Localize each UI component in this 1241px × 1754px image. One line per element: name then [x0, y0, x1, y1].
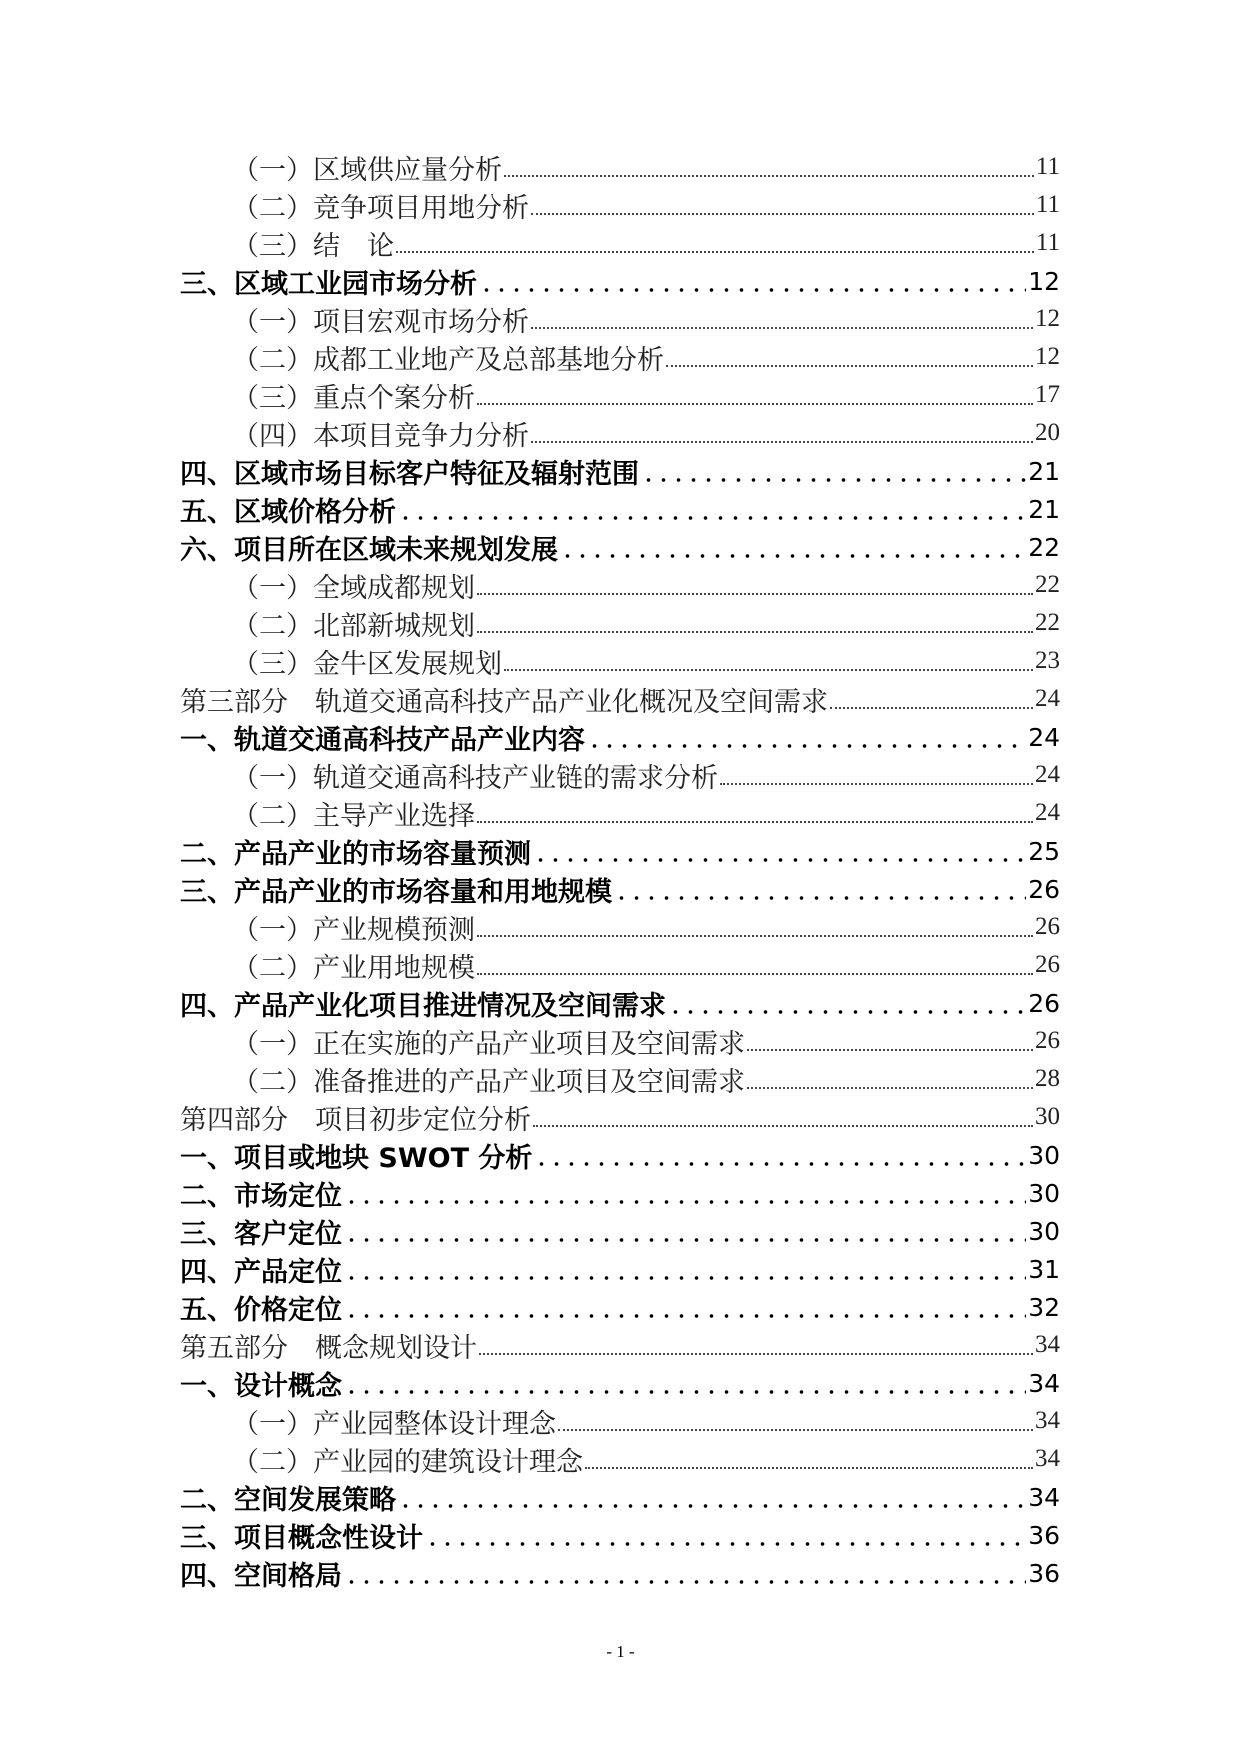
dot-leader: [344, 1275, 1026, 1281]
dot-leader: [425, 1541, 1026, 1547]
dot-leader: [479, 1353, 1033, 1355]
dot-leader: [477, 821, 1033, 823]
toc-entry-page-number: 12: [1035, 305, 1060, 332]
toc-entry[interactable]: [180, 1212, 1060, 1250]
toc-entry[interactable]: [180, 376, 1060, 414]
dot-leader: [344, 1237, 1026, 1243]
toc-entry[interactable]: [180, 338, 1060, 376]
toc-entry[interactable]: [180, 794, 1060, 832]
toc-entry-title: （一）轨道交通高科技产业链的需求分析: [232, 762, 718, 794]
toc-entry-page-number: 17: [1035, 381, 1060, 408]
toc-entry[interactable]: [180, 1326, 1060, 1364]
toc-entry-title: （二）竞争项目用地分析: [232, 192, 529, 224]
toc-entry-title: （二）北部新城规划: [232, 610, 475, 642]
dot-leader: [344, 1579, 1026, 1585]
toc-entry-page-number: 34: [1035, 1331, 1060, 1358]
toc-entry-page-number: 23: [1035, 647, 1060, 674]
toc-entry[interactable]: [180, 870, 1060, 908]
toc-entry[interactable]: [180, 604, 1060, 642]
toc-entry[interactable]: [180, 642, 1060, 680]
dot-leader: [504, 175, 1034, 177]
toc-entry-page-number: 24: [1035, 685, 1060, 712]
toc-entry-page-number: 34: [1035, 1445, 1060, 1472]
dot-leader: [344, 1389, 1026, 1395]
toc-entry[interactable]: [180, 908, 1060, 946]
toc-entry-page-number: 34: [1028, 1482, 1060, 1512]
toc-entry-title: 一、设计概念: [180, 1370, 342, 1402]
dot-leader: [344, 1313, 1026, 1319]
toc-entry-title: 四、产品产业化项目推进情况及空间需求: [180, 990, 666, 1022]
toc-entry-page-number: 30: [1028, 1216, 1060, 1246]
toc-entry-title: 二、市场定位: [180, 1180, 342, 1212]
toc-entry[interactable]: [180, 186, 1060, 224]
toc-entry-page-number: 25: [1028, 836, 1060, 866]
toc-entry-title: （三）金牛区发展规划: [232, 648, 502, 680]
toc-entry-title: （四）本项目竞争力分析: [232, 420, 529, 452]
toc-entry-page-number: 26: [1035, 913, 1060, 940]
toc-entry-title: 第四部分 项目初步定位分析: [180, 1104, 531, 1136]
dot-leader: [531, 213, 1034, 215]
toc-entry-title: （一）全域成都规划: [232, 572, 475, 604]
dot-leader: [641, 477, 1026, 483]
dot-leader: [477, 403, 1033, 405]
toc-entry[interactable]: [180, 224, 1060, 262]
toc-entry-title: 二、空间发展策略: [180, 1484, 396, 1516]
dot-leader: [585, 1467, 1033, 1469]
toc-entry[interactable]: [180, 984, 1060, 1022]
toc-entry[interactable]: [180, 1364, 1060, 1402]
toc-entry-title: 五、价格定位: [180, 1294, 342, 1326]
toc-entry-page-number: 21: [1028, 456, 1060, 486]
dot-leader: [396, 251, 1034, 253]
toc-entry-page-number: 32: [1028, 1292, 1060, 1322]
toc-entry[interactable]: [180, 148, 1060, 186]
toc-entry[interactable]: [180, 1478, 1060, 1516]
dot-leader: [720, 783, 1033, 785]
toc-entry-title: 一、轨道交通高科技产品产业内容: [180, 724, 585, 756]
toc-entry[interactable]: [180, 1402, 1060, 1440]
toc-entry-title: （一）项目宏观市场分析: [232, 306, 529, 338]
toc-entry-page-number: 34: [1035, 1407, 1060, 1434]
toc-entry-page-number: 28: [1035, 1065, 1060, 1092]
toc-entry[interactable]: [180, 680, 1060, 718]
toc-entry-page-number: 11: [1035, 153, 1060, 180]
toc-entry-title: 三、产品产业的市场容量和用地规模: [180, 876, 612, 908]
dot-leader: [398, 1503, 1026, 1509]
toc-entry-title: 四、产品定位: [180, 1256, 342, 1288]
dot-leader: [560, 553, 1026, 559]
page-number: - 1 -: [606, 1642, 635, 1661]
table-of-contents: [180, 148, 1060, 1592]
toc-entry[interactable]: [180, 528, 1060, 566]
toc-entry-page-number: 22: [1028, 532, 1060, 562]
toc-entry[interactable]: [180, 414, 1060, 452]
dot-leader: [747, 1049, 1033, 1051]
toc-entry-page-number: 22: [1035, 609, 1060, 636]
dot-leader: [344, 1199, 1026, 1205]
toc-entry[interactable]: [180, 300, 1060, 338]
toc-entry[interactable]: [180, 1250, 1060, 1288]
toc-entry-title: 三、区域工业园市场分析: [180, 268, 477, 300]
toc-entry-title: 第五部分 概念规划设计: [180, 1332, 477, 1364]
toc-entry[interactable]: [180, 1288, 1060, 1326]
toc-entry-title: 四、区域市场目标客户特征及辐射范围: [180, 458, 639, 490]
toc-entry-page-number: 11: [1035, 229, 1060, 256]
toc-entry-page-number: 26: [1035, 951, 1060, 978]
dot-leader: [534, 1161, 1026, 1167]
dot-leader: [558, 1429, 1033, 1431]
toc-entry-page-number: 20: [1035, 419, 1060, 446]
toc-entry[interactable]: [180, 1174, 1060, 1212]
toc-entry-page-number: 31: [1028, 1254, 1060, 1284]
dot-leader: [533, 1125, 1033, 1127]
toc-entry-title: 第三部分 轨道交通高科技产品产业化概况及空间需求: [180, 686, 828, 718]
toc-entry-title: 四、空间格局: [180, 1560, 342, 1592]
toc-entry-page-number: 12: [1028, 266, 1060, 296]
toc-entry[interactable]: [180, 946, 1060, 984]
toc-entry[interactable]: [180, 452, 1060, 490]
toc-entry-title: （二）主导产业选择: [232, 800, 475, 832]
toc-entry-title: （二）产业用地规模: [232, 952, 475, 984]
toc-entry[interactable]: [180, 756, 1060, 794]
toc-entry[interactable]: [180, 832, 1060, 870]
dot-leader: [477, 973, 1033, 975]
dot-leader: [531, 441, 1033, 443]
toc-entry-title: （一）产业规模预测: [232, 914, 475, 946]
toc-entry-page-number: 30: [1028, 1178, 1060, 1208]
dot-leader: [587, 743, 1026, 749]
toc-entry[interactable]: [180, 1440, 1060, 1478]
toc-entry-title: （一）区域供应量分析: [232, 154, 502, 186]
toc-entry-title: （二）准备推进的产品产业项目及空间需求: [232, 1066, 745, 1098]
toc-entry[interactable]: [180, 1060, 1060, 1098]
toc-entry[interactable]: [180, 1554, 1060, 1592]
dot-leader: [668, 1009, 1026, 1015]
dot-leader: [477, 593, 1033, 595]
toc-entry-title: 二、产品产业的市场容量预测: [180, 838, 531, 870]
dot-leader: [830, 707, 1033, 709]
toc-entry-page-number: 24: [1035, 761, 1060, 788]
toc-entry-title: 六、项目所在区域未来规划发展: [180, 534, 558, 566]
toc-entry-page-number: 26: [1028, 874, 1060, 904]
toc-entry-title: （一）产业园整体设计理念: [232, 1408, 556, 1440]
toc-entry[interactable]: [180, 1022, 1060, 1060]
toc-entry-title: （二）成都工业地产及总部基地分析: [232, 344, 664, 376]
dot-leader: [398, 515, 1026, 521]
dot-leader: [533, 857, 1026, 863]
toc-entry-title: 一、项目或地块 SWOT 分析: [180, 1142, 533, 1174]
dot-leader: [747, 1087, 1033, 1089]
toc-entry-page-number: 24: [1035, 799, 1060, 826]
toc-entry-page-number: 36: [1028, 1520, 1060, 1550]
toc-entry-page-number: 30: [1035, 1103, 1060, 1130]
toc-entry[interactable]: [180, 566, 1060, 604]
toc-entry[interactable]: [180, 1516, 1060, 1554]
toc-entry-page-number: 30: [1028, 1140, 1060, 1170]
toc-entry-title: 五、区域价格分析: [180, 496, 396, 528]
dot-leader: [479, 287, 1026, 293]
toc-entry[interactable]: [180, 1098, 1060, 1136]
dot-leader: [666, 365, 1033, 367]
toc-entry-title: 三、客户定位: [180, 1218, 342, 1250]
toc-entry[interactable]: [180, 490, 1060, 528]
toc-entry-title: （三）结 论: [232, 230, 394, 262]
toc-entry-page-number: 21: [1028, 494, 1060, 524]
toc-entry[interactable]: [180, 262, 1060, 300]
toc-entry-title: （一）正在实施的产品产业项目及空间需求: [232, 1028, 745, 1060]
toc-entry-title: 三、项目概念性设计: [180, 1522, 423, 1554]
toc-entry[interactable]: [180, 1136, 1060, 1174]
toc-entry-page-number: 26: [1028, 988, 1060, 1018]
dot-leader: [614, 895, 1026, 901]
toc-entry-page-number: 34: [1028, 1368, 1060, 1398]
toc-entry-page-number: 36: [1028, 1558, 1060, 1588]
toc-entry-page-number: 26: [1035, 1027, 1060, 1054]
dot-leader: [477, 631, 1033, 633]
toc-entry-page-number: 11: [1035, 191, 1060, 218]
toc-entry-title: （三）重点个案分析: [232, 382, 475, 414]
toc-entry-title: （二）产业园的建筑设计理念: [232, 1446, 583, 1478]
toc-entry-page-number: 12: [1035, 343, 1060, 370]
toc-entry-page-number: 22: [1035, 571, 1060, 598]
dot-leader: [504, 669, 1033, 671]
dot-leader: [531, 327, 1033, 329]
toc-entry-page-number: 24: [1028, 722, 1060, 752]
dot-leader: [477, 935, 1033, 937]
toc-entry[interactable]: [180, 718, 1060, 756]
